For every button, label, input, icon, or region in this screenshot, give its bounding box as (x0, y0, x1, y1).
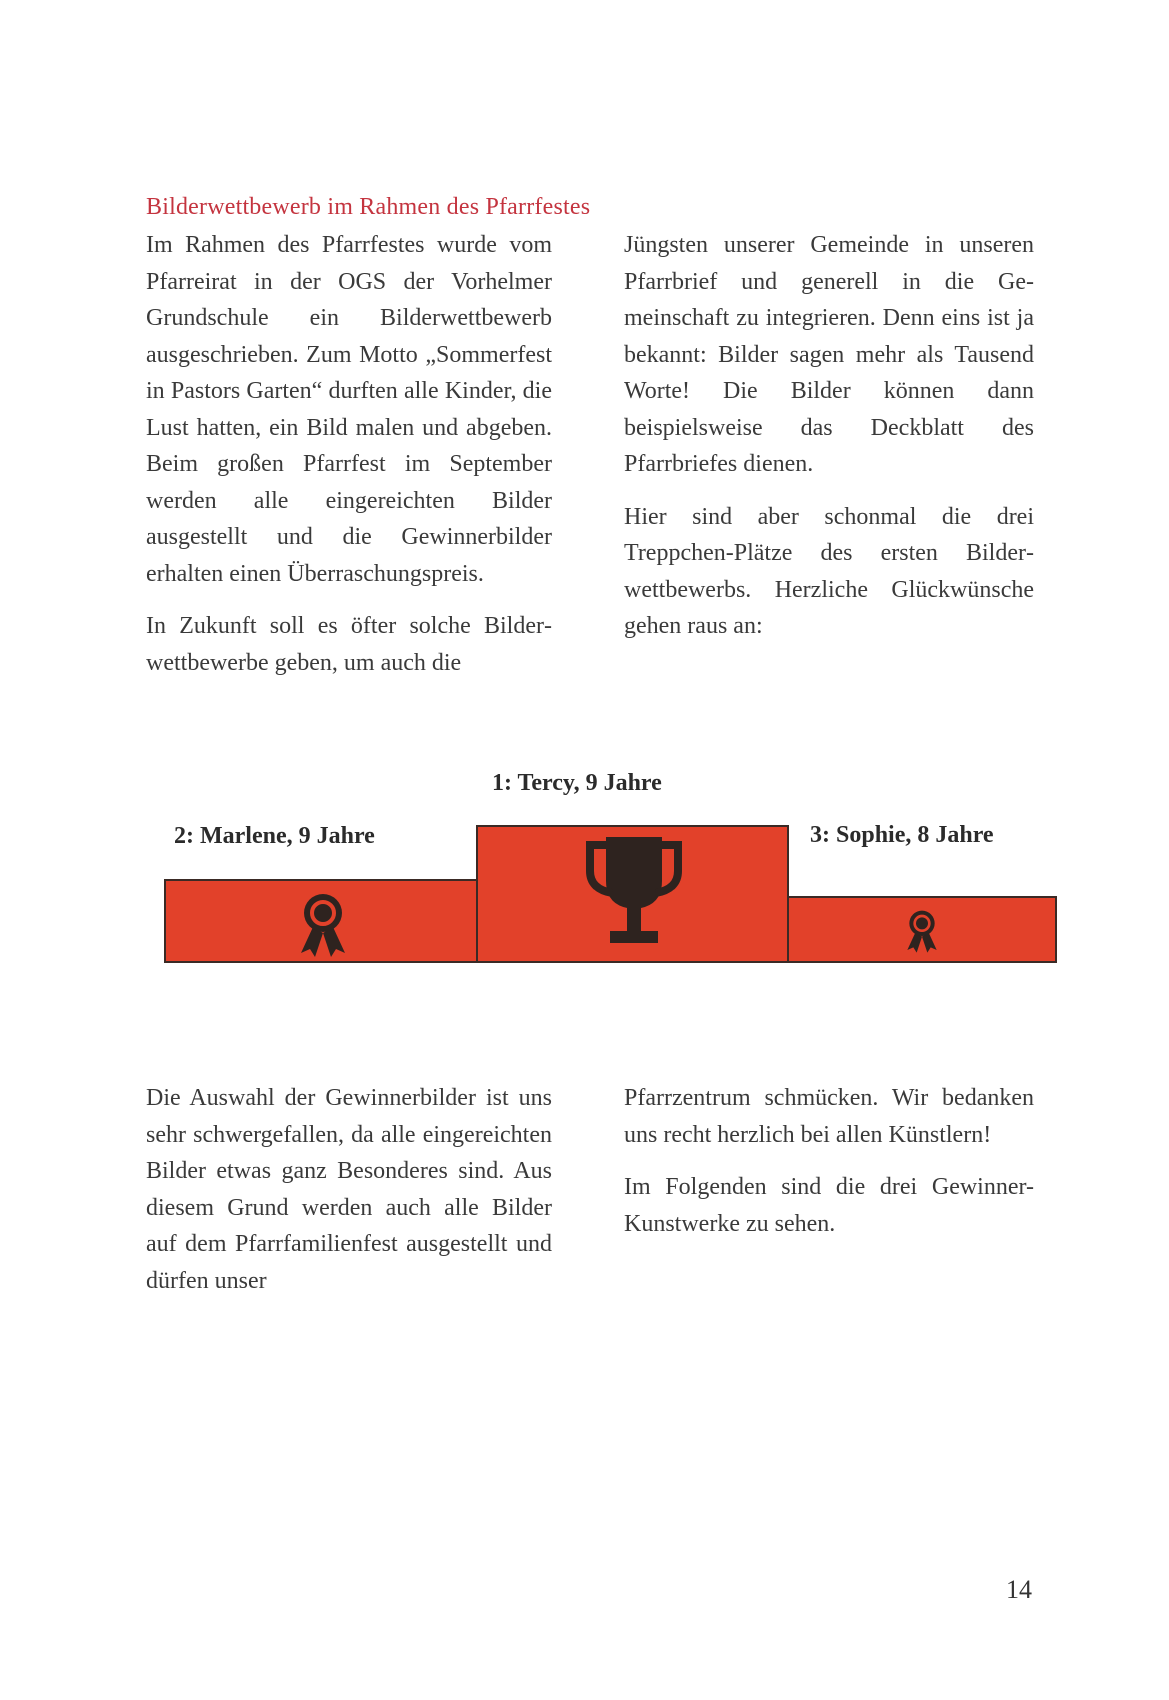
text-column-left-bottom (146, 1080, 552, 1315)
text-column-left-top (146, 227, 552, 697)
text-column-right-top (624, 227, 1034, 661)
paragraph: Jüngsten unserer Gemeinde in unseren Pfarrbrief und generell in die Gemeinschaft zu integrieren. Denn eins ist ja bekannt: Bilder sagen mehr als Tausend Worte! Die Bilder können dann beispielsweise das Deckblatt des Pfarrbriefes dienen. (624, 232, 1034, 477)
podium-block-first (476, 825, 789, 963)
first-place-label: 1: Tercy, 9 Jahre (492, 770, 662, 796)
podium-block-second (164, 879, 478, 963)
second-place-label: 2: Marlene, 9 Jahre (174, 823, 375, 849)
award-ribbon-icon (902, 905, 942, 955)
trophy-icon (584, 831, 684, 955)
paragraph: Die Auswahl der Gewinnerbilder ist uns sehr schwergefallen, da alle eingereichten Bilder etwas ganz Besonderes sind. Aus diesem Grund werden auch alle Bilder auf dem Pfarrfamilienfest ausgestellt und dürfen unser (146, 1085, 552, 1294)
paragraph: Hier sind aber schonmal die drei Treppchen-Plätze des ersten Bilderwettbewerbs. Herzliche Glückwünsche gehen raus an: (624, 503, 1034, 639)
article-heading: Bilderwettbewerb im Rahmen des Pfarrfestes (146, 194, 591, 220)
award-ribbon-icon (293, 889, 353, 957)
paragraph: Pfarrzentrum schmücken. Wir bedanken uns recht herzlich bei allen Künstlern! (624, 1085, 1034, 1148)
third-place-label: 3: Sophie, 8 Jahre (810, 822, 994, 848)
page-number: 14 (1006, 1575, 1032, 1604)
paragraph: In Zukunft soll es öfter solche Bilderwettbewerbe geben, um auch die (146, 613, 552, 676)
paragraph: Im Folgenden sind die drei Gewinner-Kunstwerke zu sehen. (624, 1174, 1034, 1237)
text-column-right-bottom (624, 1080, 1034, 1258)
paragraph: Im Rahmen des Pfarrfestes wurde vom Pfarreirat in der OGS der Vorhelmer Grundschule ein Bilderwettbewerb ausgeschrieben. Zum Motto „Sommerfest in Pastors Garten“ durften alle Kinder, die Lust hatten, ein Bild malen und abgeben. Beim großen Pfarrfest im September werden alle eingereichten Bilder ausgestellt und die Gewinnerbilder erhalten einen Überraschungspreis. (146, 232, 552, 587)
podium-block-third (787, 896, 1057, 963)
